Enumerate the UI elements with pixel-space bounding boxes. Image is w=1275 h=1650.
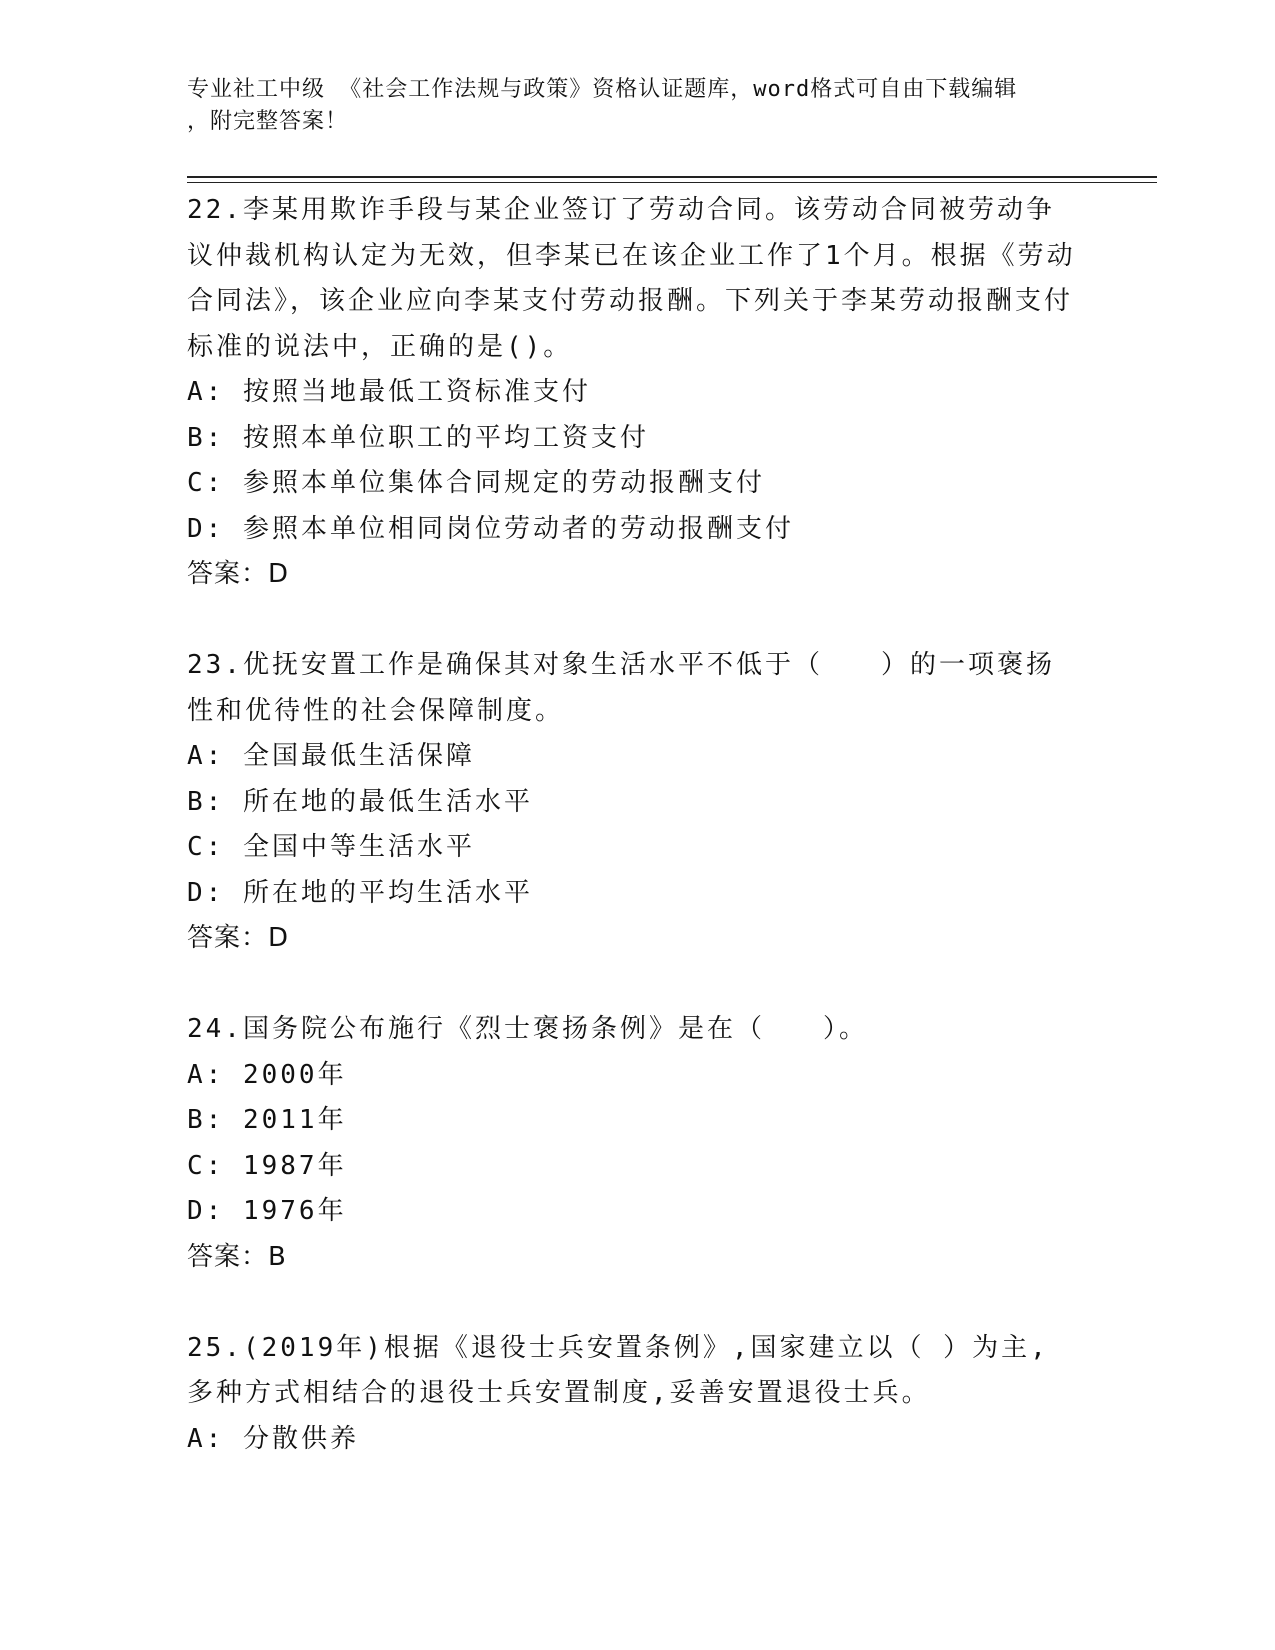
question-24 xyxy=(187,1007,1077,1280)
header-divider-thin xyxy=(187,182,1157,183)
answer-label: 答案：B xyxy=(187,1241,287,1272)
question-25 xyxy=(187,1326,1077,1463)
option-b: B: 2011年 xyxy=(187,1105,347,1135)
header-divider-thick xyxy=(187,176,1157,178)
question-text: 24.国务院公布施行《烈士褒扬条例》是在（ ）。 xyxy=(187,1014,868,1044)
option-d: D: 所在地的平均生活水平 xyxy=(187,877,533,908)
option-b: B: 所在地的最低生活水平 xyxy=(187,786,533,817)
option-a: A: 全国最低生活保障 xyxy=(187,741,475,771)
question-text: 25.(2019年)根据《退役士兵安置条例》,国家建立以（ ）为主,多种方式相结合的退役士兵安置制度,妥善安置退役士兵。 xyxy=(187,1332,1049,1408)
option-c: C: 参照本单位集体合同规定的劳动报酬支付 xyxy=(187,468,765,498)
question-text: 22.李某用欺诈手段与某企业签订了劳动合同。该劳动合同被劳动争议仲裁机构认定为无效，但李某已在该企业工作了1个月。根据《劳动合同法》，该企业应向李某支付劳动报酬。下列关于李某劳动报酬支付标准的说法中，正确的是()。 xyxy=(187,195,1076,362)
answer-label: 答案：D xyxy=(187,923,290,953)
option-d: D: 参照本单位相同岗位劳动者的劳动报酬支付 xyxy=(187,513,794,544)
question-23 xyxy=(187,643,1077,962)
question-spacer xyxy=(187,1280,1077,1326)
question-text: 23.优抚安置工作是确保其对象生活水平不低于（ ）的一项褒扬性和优待性的社会保障制度。 xyxy=(187,650,1055,726)
question-list xyxy=(187,188,1077,1462)
question-22 xyxy=(187,188,1077,598)
question-spacer xyxy=(187,962,1077,1008)
option-c: C: 1987年 xyxy=(187,1150,347,1181)
answer-label: 答案：D xyxy=(187,559,290,589)
header-line-1: 专业社工中级 《社会工作法规与政策》资格认证题库，word格式可自由下载编辑 xyxy=(187,77,1018,102)
option-a: A: 按照当地最低工资标准支付 xyxy=(187,377,591,407)
question-spacer xyxy=(187,598,1077,644)
option-c: C: 全国中等生活水平 xyxy=(187,832,475,862)
option-b: B: 按照本单位职工的平均工资支付 xyxy=(187,422,649,453)
option-a: A: 2000年 xyxy=(187,1059,347,1090)
header-line-2: ，附完整答案！ xyxy=(187,109,349,134)
option-a: A: 分散供养 xyxy=(187,1423,359,1454)
document-header xyxy=(187,74,1087,138)
option-d: D: 1976年 xyxy=(187,1196,347,1226)
